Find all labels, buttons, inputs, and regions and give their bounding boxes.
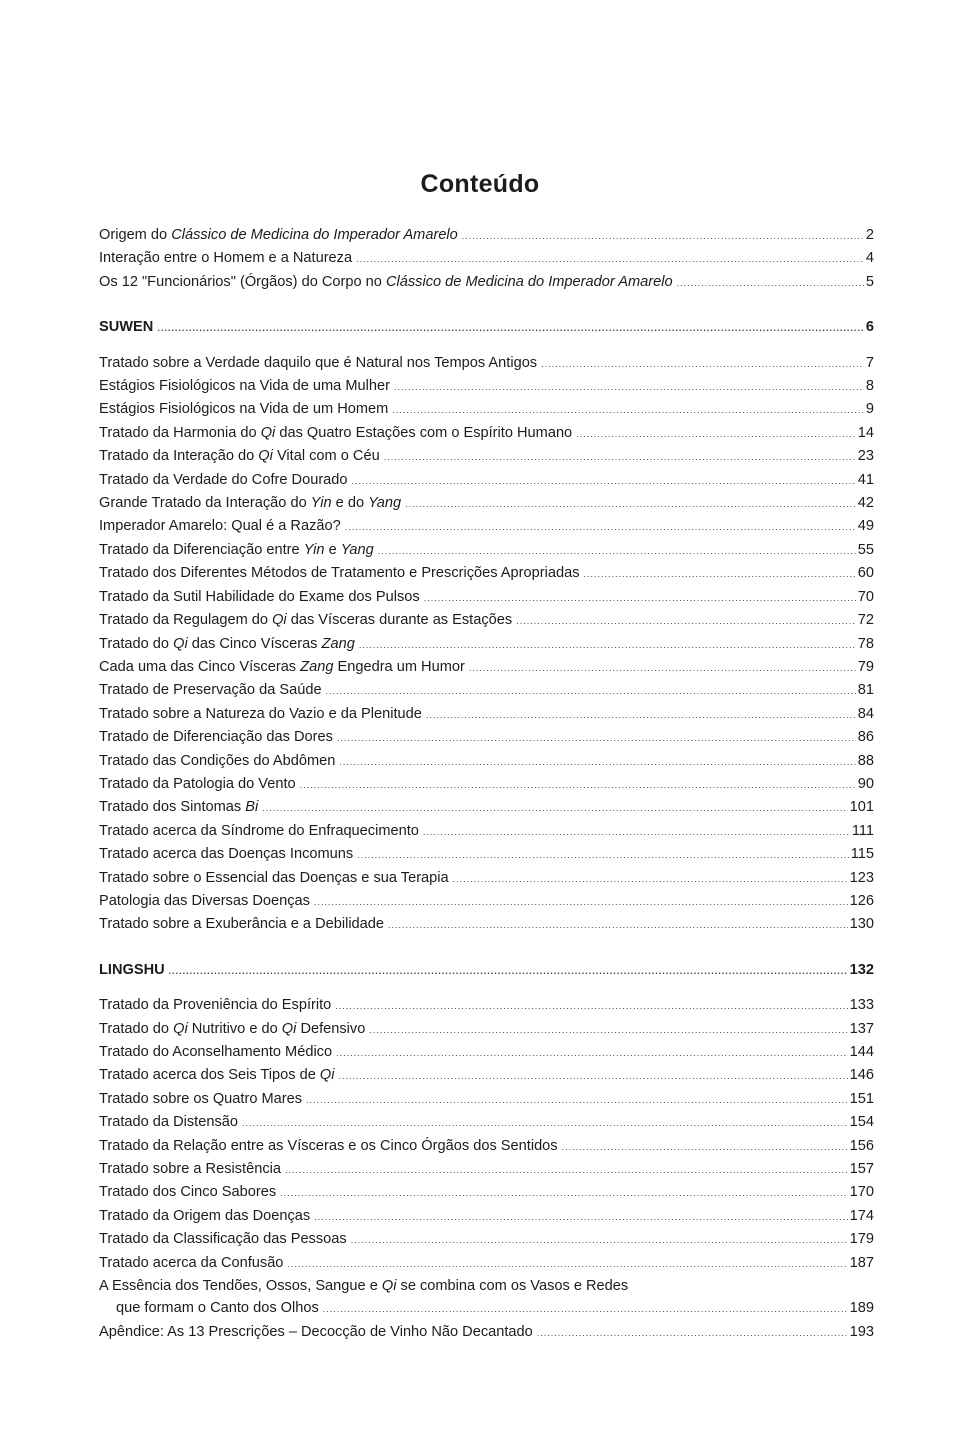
- dot-leader: [351, 1229, 848, 1251]
- toc-entry[interactable]: [99, 679, 874, 702]
- toc-entry[interactable]: [99, 890, 874, 913]
- page-number: 90: [857, 775, 874, 792]
- page-number: 115: [850, 846, 874, 863]
- entry-title: Os 12 "Funcionários" (Órgãos) do Corpo no Clássico de Medicina do Imperador Amarelo: [99, 273, 673, 290]
- page-number: 154: [849, 1114, 874, 1131]
- page-number: 70: [857, 588, 874, 605]
- page-number: 6: [865, 319, 874, 336]
- toc-entry[interactable]: [99, 1088, 874, 1111]
- page-number: 170: [849, 1184, 874, 1201]
- page-number: 111: [851, 822, 874, 839]
- entry-title: Tratado sobre o Essencial das Doenças e sua Terapia: [99, 869, 449, 886]
- entry-title: Estágios Fisiológicos na Vida de um Homem: [99, 401, 389, 418]
- page-number: 130: [849, 916, 874, 933]
- page-number: 7: [865, 354, 874, 371]
- toc-entry[interactable]: [99, 867, 874, 890]
- toc-entry[interactable]: [99, 656, 874, 679]
- toc-entry[interactable]: [99, 1158, 874, 1181]
- dot-leader: [352, 470, 856, 492]
- dot-leader: [378, 540, 856, 562]
- dot-leader: [384, 446, 856, 468]
- entry-title-line-1: A Essência dos Tendões, Ossos, Sangue e Qi se combina com os Vasos e Redes: [99, 1278, 629, 1295]
- entry-title: Patologia das Diversas Doenças: [99, 892, 310, 909]
- dot-leader: [157, 317, 864, 339]
- dot-leader: [280, 1182, 848, 1204]
- toc-entry[interactable]: [99, 1135, 874, 1158]
- page-number: 55: [857, 541, 874, 558]
- page-number: 133: [849, 997, 874, 1014]
- entry-title: Cada uma das Cinco Vísceras Zang Engedra um Humor: [99, 658, 465, 675]
- entry-title: Tratado da Diferenciação entre Yin e Yang: [99, 541, 374, 558]
- toc-entry[interactable]: [99, 609, 874, 632]
- entry-title: Origem do Clássico de Medicina do Imperador Amarelo: [99, 227, 458, 243]
- entry-title: Tratado acerca da Síndrome do Enfraquecimento: [99, 822, 419, 839]
- toc-entry[interactable]: [99, 820, 874, 843]
- dot-leader: [262, 797, 847, 819]
- page-number: 101: [849, 799, 874, 816]
- page-number: 156: [849, 1137, 874, 1154]
- toc-entry[interactable]: [99, 1018, 874, 1041]
- page-number: 151: [849, 1090, 874, 1107]
- entry-title: Tratado dos Cinco Sabores: [99, 1184, 277, 1201]
- dot-leader: [388, 914, 848, 936]
- dot-leader: [314, 891, 848, 913]
- dot-leader: [576, 423, 856, 445]
- entry-title: Tratado das Condições do Abdômen: [99, 752, 336, 769]
- entry-title: Interação entre o Homem e a Natureza: [99, 250, 353, 267]
- page-number: 179: [849, 1231, 874, 1248]
- entry-title: Tratado da Origem das Doenças: [99, 1207, 311, 1224]
- page-number: 157: [849, 1161, 874, 1178]
- entry-title: Tratado sobre a Verdade daquilo que é Natural nos Tempos Antigos: [99, 354, 538, 371]
- entry-title: Tratado dos Diferentes Métodos de Tratamento e Prescrições Apropriadas: [99, 565, 580, 582]
- entry-title: Tratado da Distensão: [99, 1114, 238, 1131]
- page-number: 137: [849, 1020, 874, 1037]
- page-number: 4: [865, 250, 874, 267]
- page-number: 9: [865, 401, 874, 418]
- dot-leader: [335, 995, 847, 1017]
- dot-leader: [306, 1089, 848, 1111]
- dot-leader: [285, 1159, 848, 1181]
- entry-title: Tratado da Relação entre as Vísceras e os Cinco Órgãos dos Sentidos: [99, 1137, 558, 1154]
- page-title: Conteúdo: [420, 170, 540, 198]
- dot-leader: [169, 960, 848, 982]
- toc-entry[interactable]: [99, 773, 874, 796]
- dot-leader: [339, 1065, 848, 1087]
- toc-entry[interactable]: [99, 1064, 874, 1087]
- page-number: 42: [857, 495, 874, 512]
- entry-title: Tratado de Diferenciação das Dores: [99, 729, 333, 746]
- dot-leader: [323, 1298, 848, 1320]
- page-number: 144: [849, 1044, 874, 1060]
- dot-leader: [426, 704, 856, 726]
- section-title: LINGSHU: [99, 961, 165, 978]
- dot-leader: [392, 399, 864, 421]
- entry-title: Tratado sobre a Resistência: [99, 1161, 281, 1178]
- entry-title: Tratado da Proveniência do Espírito: [99, 997, 332, 1014]
- entry-title: Tratado do Aconselhamento Médico: [99, 1044, 333, 1060]
- toc-entry[interactable]: [99, 562, 874, 585]
- entry-title: Grande Tratado da Interação do Yin e do Yang: [99, 495, 402, 512]
- toc-entry[interactable]: [99, 271, 874, 294]
- toc-entry[interactable]: [99, 1111, 874, 1134]
- toc-entry[interactable]: [99, 247, 874, 270]
- toc-entry-appendix[interactable]: [99, 1321, 874, 1344]
- dot-leader: [357, 844, 849, 866]
- toc-entry[interactable]: [99, 1228, 874, 1251]
- page-number: 5: [865, 273, 874, 290]
- toc-entry[interactable]: [99, 586, 874, 609]
- page-number: 88: [857, 752, 874, 769]
- page-number: 126: [849, 892, 874, 909]
- dot-leader: [562, 1136, 848, 1158]
- lingshu-entries: [99, 994, 874, 1275]
- entry-title: Tratado de Preservação da Saúde: [99, 682, 322, 699]
- toc-entry[interactable]: [99, 375, 874, 398]
- dot-leader: [394, 376, 864, 398]
- dot-leader: [300, 774, 856, 796]
- page-number: 78: [857, 635, 874, 652]
- table-of-contents: [99, 224, 874, 1344]
- page-number: 146: [849, 1067, 874, 1084]
- dot-leader: [337, 727, 856, 749]
- toc-entry[interactable]: [99, 1181, 874, 1204]
- page-number: 60: [857, 565, 874, 582]
- toc-entry[interactable]: [99, 539, 874, 562]
- toc-entry[interactable]: [99, 703, 874, 726]
- intro-entries: [99, 224, 874, 294]
- entry-title: Imperador Amarelo: Qual é a Razão?: [99, 518, 341, 535]
- entry-title: Tratado acerca da Confusão: [99, 1254, 284, 1271]
- entry-title: Tratado do Qi das Cinco Vísceras Zang: [99, 635, 355, 652]
- toc-entry[interactable]: [99, 398, 874, 421]
- dot-leader: [537, 1322, 848, 1344]
- toc-entry[interactable]: [99, 1252, 874, 1275]
- dot-leader: [541, 353, 864, 375]
- dot-leader: [359, 634, 856, 656]
- toc-entry[interactable]: [99, 913, 874, 936]
- dot-leader: [345, 516, 856, 538]
- toc-entry[interactable]: [99, 352, 874, 375]
- page-number: 174: [849, 1207, 874, 1224]
- dot-leader: [453, 868, 848, 890]
- entry-title: Tratado da Interação do Qi Vital com o Céu: [99, 448, 380, 465]
- toc-entry[interactable]: [99, 1275, 874, 1321]
- dot-leader: [423, 821, 850, 843]
- entry-title: Tratado acerca dos Seis Tipos de Qi: [99, 1067, 335, 1084]
- page-number: 14: [857, 424, 874, 441]
- dot-leader: [462, 225, 864, 247]
- dot-leader: [356, 248, 864, 270]
- dot-leader: [287, 1253, 847, 1275]
- toc-entry[interactable]: [99, 1205, 874, 1228]
- page-number: 81: [857, 682, 874, 699]
- page-number: 79: [857, 658, 874, 675]
- dot-leader: [314, 1206, 847, 1228]
- suwen-entries: [99, 352, 874, 937]
- toc-entry[interactable]: [99, 422, 874, 445]
- dot-leader: [516, 610, 856, 632]
- toc-entry[interactable]: [99, 1041, 874, 1064]
- entry-title: Tratado do Qi Nutritivo e do Qi Defensivo: [99, 1020, 366, 1037]
- section-title: SUWEN: [99, 319, 154, 336]
- entry-title: Tratado dos Sintomas Bi: [99, 799, 259, 816]
- entry-title: Tratado da Sutil Habilidade do Exame dos Pulsos: [99, 588, 420, 605]
- dot-leader: [242, 1112, 848, 1134]
- dot-leader: [369, 1019, 847, 1041]
- toc-entry[interactable]: [99, 750, 874, 773]
- entry-title: Tratado da Patologia do Vento: [99, 775, 296, 792]
- page-number: 2: [865, 227, 874, 243]
- toc-entry[interactable]: [99, 633, 874, 656]
- entry-title: Estágios Fisiológicos na Vida de uma Mulher: [99, 378, 390, 395]
- dot-leader: [339, 751, 855, 773]
- dot-leader: [677, 272, 864, 294]
- page-number: 123: [849, 869, 874, 886]
- toc-entry[interactable]: [99, 492, 874, 515]
- dot-leader: [424, 587, 856, 609]
- toc-entry[interactable]: [99, 843, 874, 866]
- entry-title: Tratado sobre a Exuberância e a Debilidade: [99, 916, 385, 933]
- page-number: 41: [857, 471, 874, 488]
- page-number: 23: [857, 448, 874, 465]
- section-heading-lingshu[interactable]: [99, 959, 874, 982]
- entry-title: Tratado sobre a Natureza do Vazio e da Plenitude: [99, 705, 422, 722]
- page-number: 189: [849, 1300, 874, 1317]
- toc-entry[interactable]: [99, 445, 874, 468]
- page-number: 193: [849, 1323, 874, 1340]
- entry-title: Tratado da Regulagem do Qi das Vísceras durante as Estações: [99, 612, 513, 629]
- page-number: 49: [857, 518, 874, 535]
- page-number: 132: [849, 961, 874, 978]
- section-heading-suwen[interactable]: [99, 316, 874, 339]
- dot-leader: [326, 680, 856, 702]
- dot-leader: [336, 1042, 848, 1064]
- page-number: 84: [857, 705, 874, 722]
- page-number: 72: [857, 612, 874, 629]
- entry-title: Tratado da Classificação das Pessoas: [99, 1231, 347, 1248]
- page-number: 86: [857, 729, 874, 746]
- toc-entry[interactable]: [99, 224, 874, 247]
- page-number: 187: [849, 1254, 874, 1271]
- toc-entry[interactable]: [99, 994, 874, 1017]
- toc-entry[interactable]: [99, 796, 874, 819]
- dot-leader: [584, 563, 856, 585]
- entry-title: Tratado acerca das Doenças Incomuns: [99, 846, 354, 863]
- toc-entry[interactable]: [99, 469, 874, 492]
- toc-entry[interactable]: [99, 515, 874, 538]
- entry-title: Tratado sobre os Quatro Mares: [99, 1090, 303, 1107]
- dot-leader: [405, 493, 856, 515]
- entry-title-line-2: que formam o Canto dos Olhos ..... 189: [99, 1297, 874, 1320]
- entry-title: Apêndice: As 13 Prescrições – Decocção de Vinho Não Decantado: [99, 1323, 533, 1340]
- toc-entry[interactable]: [99, 726, 874, 749]
- dot-leader: [469, 657, 856, 679]
- page-number: 8: [865, 378, 874, 395]
- entry-title: Tratado da Harmonia do Qi das Quatro Estações com o Espírito Humano: [99, 424, 573, 441]
- entry-title: Tratado da Verdade do Cofre Dourado: [99, 471, 348, 488]
